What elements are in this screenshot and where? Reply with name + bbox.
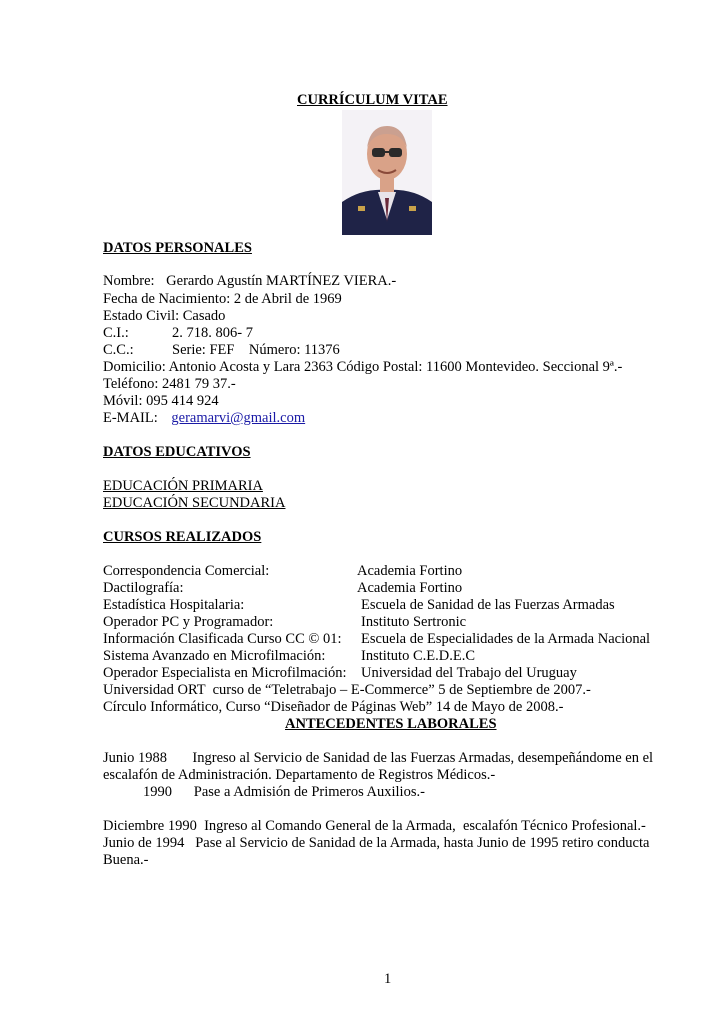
laboral-line: 1990 Pase a Admisión de Primeros Auxilios.- (143, 784, 425, 800)
curso-name: Dactilografía: (103, 580, 184, 596)
curso-name: Estadística Hospitalaria: (103, 597, 245, 613)
nombre-value: Gerardo Agustín MARTÍNEZ VIERA.- (166, 273, 397, 289)
email-link[interactable]: geramarvi@gmail.com (171, 410, 306, 426)
email-label: E-MAIL: (103, 410, 158, 426)
nombre-row (103, 273, 396, 290)
portrait-image (342, 110, 432, 235)
curso-institucion: Instituto Sertronic (361, 614, 467, 630)
page-title: CURRÍCULUM VITAE (297, 92, 448, 108)
laboral-line: Buena.- (103, 852, 149, 868)
curso-name: Operador Especialista en Microfilmación: (103, 665, 347, 681)
profile-photo (342, 110, 432, 235)
telefono: Teléfono: 2481 79 37.- (103, 376, 236, 392)
cc-value: Serie: FEF Número: 11376 (172, 342, 340, 358)
laboral-line: Diciembre 1990 Ingreso al Comando General de la Armada, escalafón Técnico Profesional.- (103, 818, 646, 834)
movil: Móvil: 095 414 924 (103, 393, 219, 409)
curso-institucion: Escuela de Sanidad de las Fuerzas Armadas (361, 597, 615, 613)
curso-name: Correspondencia Comercial: (103, 563, 270, 579)
cc-label: C.C.: (103, 342, 134, 358)
domicilio: Domicilio: Antonio Acosta y Lara 2363 Código Postal: 11600 Montevideo. Seccional 9ª.- (103, 359, 623, 375)
ci-value: 2. 718. 806- 7 (172, 325, 253, 341)
curso-institucion: Academia Fortino (357, 580, 463, 596)
fecha-nacimiento: Fecha de Nacimiento: 2 de Abril de 1969 (103, 291, 342, 307)
laboral-line: Junio 1988 Ingreso al Servicio de Sanidad de las Fuerzas Armadas, desempeñándome en el (103, 750, 654, 766)
nombre-label: Nombre: (103, 273, 155, 289)
educacion-item: EDUCACIÓN SECUNDARIA (103, 495, 286, 511)
curso-extra: Círculo Informático, Curso “Diseñador de Páginas Web” 14 de Mayo de 2008.- (103, 699, 564, 715)
estado-civil: Estado Civil: Casado (103, 308, 226, 324)
page-number: 1 (384, 971, 392, 987)
email-row (103, 410, 305, 427)
curso-institucion: Universidad del Trabajo del Uruguay (361, 665, 577, 681)
section-heading-personal: DATOS PERSONALES (103, 240, 252, 256)
ci-label: C.I.: (103, 325, 129, 341)
section-heading-laborales: ANTECEDENTES LABORALES (285, 716, 497, 732)
laboral-line: escalafón de Administración. Departamento de Registros Médicos.- (103, 767, 496, 783)
curso-extra: Universidad ORT curso de “Teletrabajo – E-Commerce” 5 de Septiembre de 2007.- (103, 682, 591, 698)
curso-name: Sistema Avanzado en Microfilmación: (103, 648, 326, 664)
section-heading-cursos: CURSOS REALIZADOS (103, 529, 262, 545)
section-heading-educativos: DATOS EDUCATIVOS (103, 444, 251, 460)
curso-institucion: Instituto C.E.D.E.C (361, 648, 475, 664)
curso-name: Operador PC y Programador: (103, 614, 274, 630)
curso-name: Información Clasificada Curso CC © 01: (103, 631, 342, 647)
educacion-item: EDUCACIÓN PRIMARIA (103, 478, 263, 494)
curso-institucion: Escuela de Especialidades de la Armada Nacional (361, 631, 651, 647)
laboral-line: Junio de 1994 Pase al Servicio de Sanidad de la Armada, hasta Junio de 1995 retiro conducta (103, 835, 650, 851)
curso-institucion: Academia Fortino (357, 563, 463, 579)
